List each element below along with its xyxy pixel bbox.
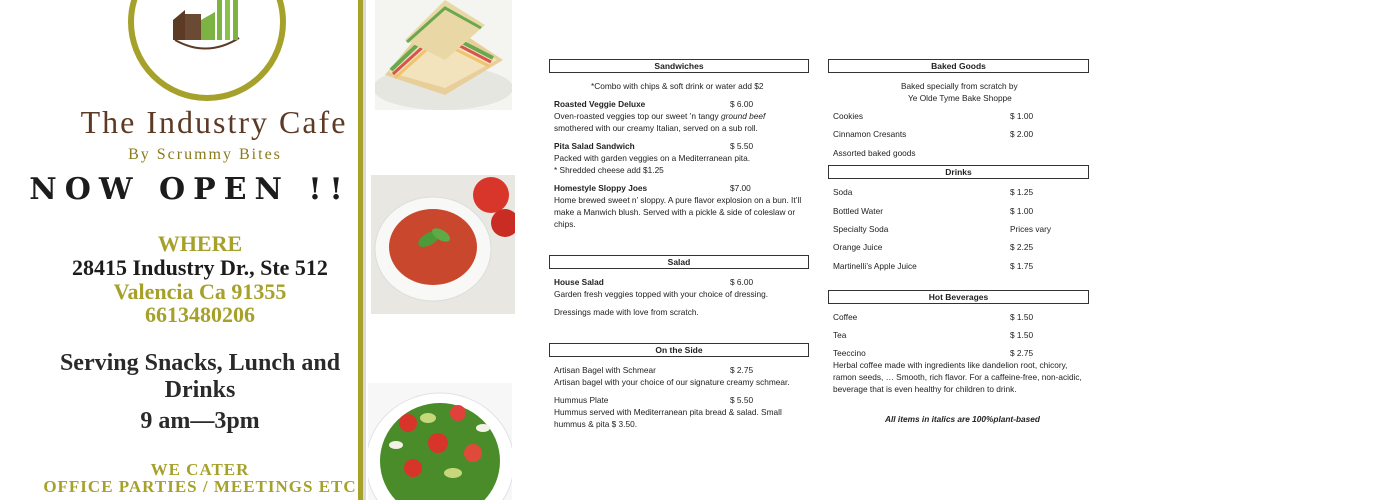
item-specialty-soda-price: Prices vary	[1010, 224, 1052, 234]
item-teeccino-desc: Herbal coffee made with ingredients like dandelion root, chicory, ramon seeds, … Smooth, rich flavor. For a caffeine-free, non-acidic, beverage that is even healthy for children to drink.	[833, 360, 1082, 394]
desc-part: smothered with our creamy Italian, served on a sub roll.	[554, 123, 758, 133]
item-house-salad-name: House Salad	[554, 277, 604, 287]
desc-italic: ground beef	[720, 111, 766, 121]
baked-intro-2: Ye Olde Tyme Bake Shoppe	[908, 93, 1012, 103]
menu-middle-column	[549, 0, 811, 500]
cafe-name: The Industry Cafe	[80, 104, 348, 140]
item-water-name: Bottled Water	[833, 206, 883, 216]
factory-logo-icon	[125, 0, 290, 105]
baked-goods-header: Baked Goods	[828, 59, 1089, 73]
item-orange-juice-price: $ 2.25	[1010, 242, 1034, 252]
sandwich-photo	[375, 0, 512, 110]
item-sloppy-joes-name: Homestyle Sloppy Joes	[554, 183, 648, 193]
item-house-salad-desc: Garden fresh veggies topped with your choice of dressing.	[554, 289, 768, 299]
item-hummus-name: Hummus Plate	[554, 395, 609, 405]
item-orange-juice-name: Orange Juice	[833, 242, 883, 252]
item-pita-salad-addon: * Shredded cheese add $1.25	[554, 165, 664, 175]
plant-based-footnote: All items in italics are 100%plant-based	[885, 414, 1040, 424]
cater-line-2: OFFICE PARTIES / MEETINGS ETC	[43, 477, 357, 496]
sandwiches-header: Sandwiches	[549, 59, 809, 73]
item-cookies-name: Cookies	[833, 111, 863, 121]
salad-header: Salad	[549, 255, 809, 269]
serving-line-1: Serving Snacks, Lunch and	[59, 350, 341, 376]
item-roasted-veggie-name: Roasted Veggie Deluxe	[554, 99, 646, 109]
salad-icon	[368, 383, 512, 500]
street-address: 28415 Industry Dr., Ste 512	[72, 255, 328, 280]
baked-intro-1: Baked specially from scratch by	[901, 81, 1018, 91]
item-cinnamon-name: Cinnamon Cresants	[833, 129, 907, 139]
drinks-header: Drinks	[828, 165, 1089, 179]
serving-line-2: Drinks	[164, 377, 236, 403]
item-house-salad-price: $ 6.00	[730, 277, 754, 287]
item-apple-juice-name: Martinelli’s Apple Juice	[833, 261, 917, 271]
item-tea-name: Tea	[833, 330, 847, 340]
item-sloppy-joes-desc: Home brewed sweet n’ sloppy. A pure flavor explosion on a bun. It’ll make a Manwich blush. Served with a pickle & side of coleslaw or chips.	[554, 195, 802, 229]
dressing-note: Dressings made with love from scratch.	[554, 307, 699, 317]
divider-grey	[363, 0, 366, 500]
item-pita-salad-desc: Packed with garden veggies on a Mediterranean pita.	[554, 153, 751, 163]
item-water-price: $ 1.00	[1010, 206, 1034, 216]
item-soda-name: Soda	[833, 187, 853, 197]
item-cinnamon-price: $ 2.00	[1010, 129, 1034, 139]
soup-photo	[371, 175, 515, 314]
item-pita-salad-name: Pita Salad Sandwich	[554, 141, 635, 151]
sandwich-icon	[375, 0, 512, 110]
item-coffee-name: Coffee	[833, 312, 858, 322]
city-address: Valencia Ca 91355	[113, 279, 287, 304]
cafe-subtitle: By Scrummy Bites	[128, 146, 282, 163]
combo-note: *Combo with chips & soft drink or water add $2	[591, 81, 764, 91]
left-panel	[0, 0, 358, 500]
item-roasted-veggie-price: $ 6.00	[730, 99, 754, 109]
item-teeccino-price: $ 2.75	[1010, 348, 1034, 358]
where-label: WHERE	[157, 231, 243, 256]
item-sloppy-joes-price: $7.00	[730, 183, 751, 193]
item-cookies-price: $ 1.00	[1010, 111, 1034, 121]
soup-icon	[371, 175, 515, 314]
item-bagel-price: $ 2.75	[730, 365, 754, 375]
salad-photo	[368, 383, 512, 500]
item-pita-salad-price: $ 5.50	[730, 141, 754, 151]
item-soda-price: $ 1.25	[1010, 187, 1034, 197]
item-tea-price: $ 1.50	[1010, 330, 1034, 340]
item-coffee-price: $ 1.50	[1010, 312, 1034, 322]
side-header: On the Side	[549, 343, 809, 357]
desc-part: Oven-roasted veggies top our sweet ’n tangy	[554, 111, 721, 121]
item-bagel-name: Artisan Bagel with Schmear	[554, 365, 656, 375]
item-bagel-desc: Artisan bagel with your choice of our signature creamy schmear.	[554, 377, 790, 387]
item-hummus-price: $ 5.50	[730, 395, 754, 405]
serving-text	[0, 350, 400, 404]
hours-text: 9 am—3pm	[140, 408, 260, 434]
item-apple-juice-price: $ 1.75	[1010, 261, 1034, 271]
hot-beverages-header: Hot Beverages	[828, 290, 1089, 304]
item-teeccino-name: Teeccino	[833, 348, 866, 358]
item-roasted-veggie-desc	[554, 110, 804, 134]
now-open-heading: NOW OPEN !!	[29, 172, 351, 207]
phone-number: 6613480206	[145, 302, 255, 327]
item-specialty-soda-name: Specialty Soda	[833, 224, 889, 234]
item-assorted-name: Assorted baked goods	[833, 148, 916, 158]
cater-line-1: WE CATER	[150, 460, 250, 479]
menu-right-column	[828, 0, 1092, 500]
item-hummus-desc: Hummus served with Mediterranean pita bread & salad. Small hummus & pita $ 3.50.	[554, 407, 782, 429]
